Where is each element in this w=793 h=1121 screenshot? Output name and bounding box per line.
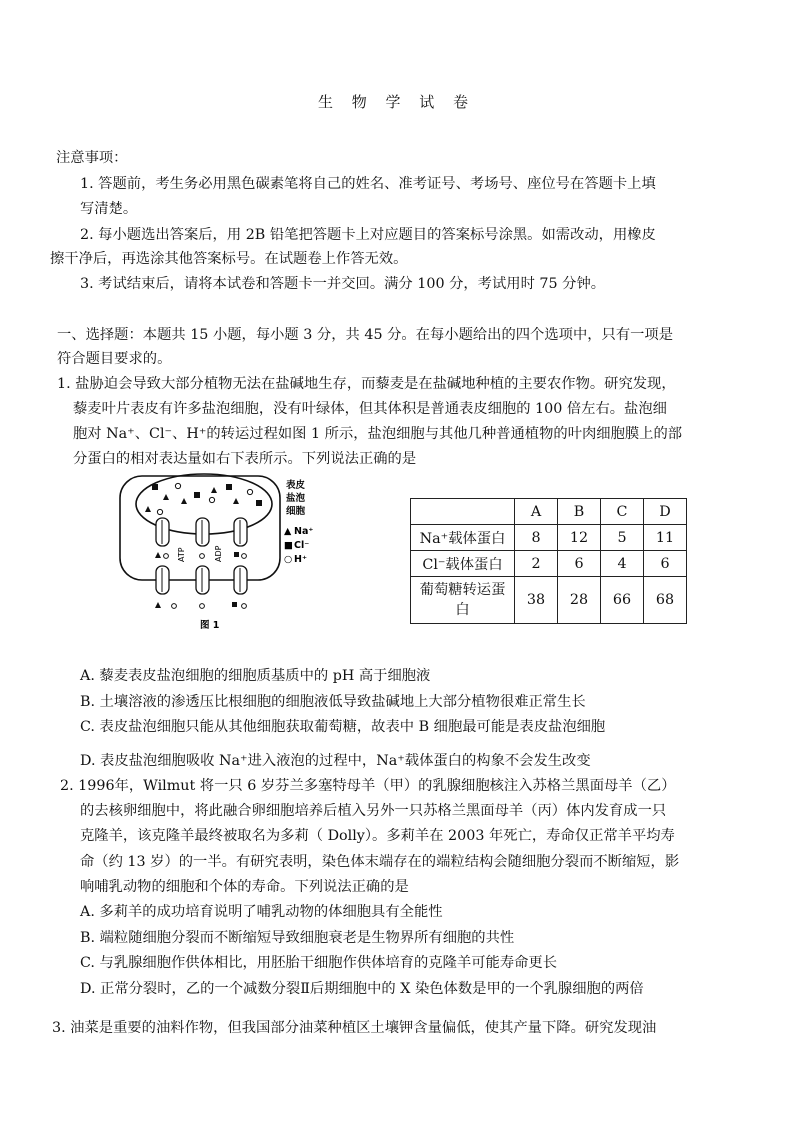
table-cell: 11 <box>644 525 687 551</box>
page-title: 生 物 学 试 卷 <box>317 93 476 111</box>
table-row-label: Cl⁻载体蛋白 <box>411 551 515 577</box>
table-row <box>411 525 687 551</box>
table-row <box>411 551 687 577</box>
table-row-label-line: 白 <box>455 602 470 618</box>
table-row <box>411 577 687 624</box>
section-heading: 一、选择题：本题共 15 小题，每小题 3 分，共 45 分。在每小题给出的四个选项中，只有一项是 <box>57 327 674 343</box>
table-cell <box>411 499 515 525</box>
question-2-stem: 克隆羊，该克隆羊最终被取名为多莉（ Dolly）。多莉羊在 2003 年死亡，寿命仅正常羊平均寿 <box>80 828 675 844</box>
table-row <box>411 499 687 525</box>
table-header-cell: D <box>644 499 687 525</box>
question-2-stem: 命（约 13 岁）的一半。有研究表明，染色体末端存在的端粒结构会随细胞分裂而不断缩短，影 <box>80 854 680 870</box>
notes-line: 写清楚。 <box>80 201 138 217</box>
legend-h-symbol: ○ <box>284 554 293 565</box>
question-1-option-b: B. 土壤溶液的渗透压比根细胞的细胞液低导致盐碱地上大部分植物很难正常生长 <box>80 694 586 710</box>
question-2-stem: 的去核卵细胞中，将此融合卵细胞培养后植入另外一只苏格兰黑面母羊（丙）体内发育成一只 <box>80 803 667 819</box>
table-cell: 4 <box>601 551 644 577</box>
table-row-label: Na⁺载体蛋白 <box>411 525 515 551</box>
adp-label: ADP <box>214 545 223 562</box>
question-2-stem: 2. 1996年，Wilmut 将一只 6 岁芬兰多塞特母羊（甲）的乳腺细胞核注入苏格兰黑面母羊（乙） <box>60 778 676 794</box>
notes-line: 1. 答题前，考生务必用黑色碳素笔将自己的姓名、准考证号、考场号、座位号在答题卡上填 <box>80 176 656 192</box>
figure-1-diagram <box>118 470 318 635</box>
question-3-stem: 3. 油菜是重要的油料作物，但我国部分油菜种植区土壤钾含量偏低，使其产量下降。研究发现油 <box>52 1020 657 1036</box>
figure-caption: 图 1 <box>200 620 220 631</box>
table-header-cell: B <box>558 499 601 525</box>
notes-line: 3. 考试结束后，请将本试卷和答题卡一并交回。满分 100 分，考试用时 75 分钟。 <box>80 276 606 292</box>
question-1-stem: 藜麦叶片表皮有许多盐泡细胞，没有叶绿体，但其体积是普通表皮细胞的 100 倍左右。盐泡细 <box>73 401 667 417</box>
question-2-option-d: D. 正常分裂时，乙的一个减数分裂Ⅱ后期细胞中的 X 染色体数是甲的一个乳腺细胞的两倍 <box>80 981 644 997</box>
question-1-stem: 1. 盐胁迫会导致大部分植物无法在盐碱地生存，而藜麦是在盐碱地种植的主要农作物。研究发现， <box>57 376 676 392</box>
cell-label: 盐泡 <box>286 493 306 504</box>
legend-cl-label: Cl⁻ <box>294 540 310 551</box>
table-cell: 28 <box>558 577 601 624</box>
cell-label: 表皮 <box>286 480 306 491</box>
table-row-label-line: 葡萄糖转运蛋 <box>419 582 506 598</box>
table-cell: 5 <box>601 525 644 551</box>
protein-expression-table <box>410 498 687 624</box>
question-1-option-d: D. 表皮盐泡细胞吸收 Na⁺进入液泡的过程中，Na⁺载体蛋白的构象不会发生改变 <box>80 753 591 769</box>
table-cell: 6 <box>558 551 601 577</box>
table-cell: 2 <box>515 551 558 577</box>
table-cell: 38 <box>515 577 558 624</box>
question-2-option-b: B. 端粒随细胞分裂而不断缩短导致细胞衰老是生物界所有细胞的共性 <box>80 930 515 946</box>
table-cell: 6 <box>644 551 687 577</box>
legend-cl-symbol: ■ <box>284 540 293 551</box>
table-cell: 68 <box>644 577 687 624</box>
legend-h-label: H⁺ <box>294 554 307 565</box>
notes-heading: 注意事项： <box>56 150 128 166</box>
legend-na-label: Na⁺ <box>294 526 314 537</box>
question-2-option-c: C. 与乳腺细胞作供体相比，用胚胎干细胞作供体培育的克隆羊可能寿命更长 <box>80 955 558 971</box>
question-2-option-a: A. 多莉羊的成功培育说明了哺乳动物的体细胞具有全能性 <box>80 904 443 920</box>
table-cell: 8 <box>515 525 558 551</box>
question-1-option-c: C. 表皮盐泡细胞只能从其他细胞获取葡萄糖，故表中 B 细胞最可能是表皮盐泡细胞 <box>80 719 606 735</box>
section-heading: 符合题目要求的。 <box>57 351 172 367</box>
notes-line: 2. 每小题选出答案后，用 2B 铅笔把答题卡上对应题目的答案标号涂黑。如需改动，用橡皮 <box>80 227 656 243</box>
cell-label: 细胞 <box>286 506 306 517</box>
legend-na-symbol: ▲ <box>284 526 292 537</box>
atp-label: ATP <box>177 547 186 562</box>
question-1-stem: 分蛋白的相对表达量如右下表所示。下列说法正确的是 <box>73 451 417 467</box>
question-1-stem: 胞对 Na⁺、Cl⁻、H⁺的转运过程如图 1 所示，盐泡细胞与其他几种普通植物的叶肉细胞膜上的部 <box>73 426 683 442</box>
table-cell: 12 <box>558 525 601 551</box>
table-row-label <box>411 577 515 624</box>
table-header-cell: C <box>601 499 644 525</box>
question-1-option-a: A. 藜麦表皮盐泡细胞的细胞质基质中的 pH 高于细胞液 <box>80 668 431 684</box>
table-cell: 66 <box>601 577 644 624</box>
notes-line: 擦干净后，再选涂其他答案标号。在试题卷上作答无效。 <box>50 251 408 267</box>
question-2-stem: 响哺乳动物的细胞和个体的寿命。下列说法正确的是 <box>80 879 409 895</box>
table-header-cell: A <box>515 499 558 525</box>
